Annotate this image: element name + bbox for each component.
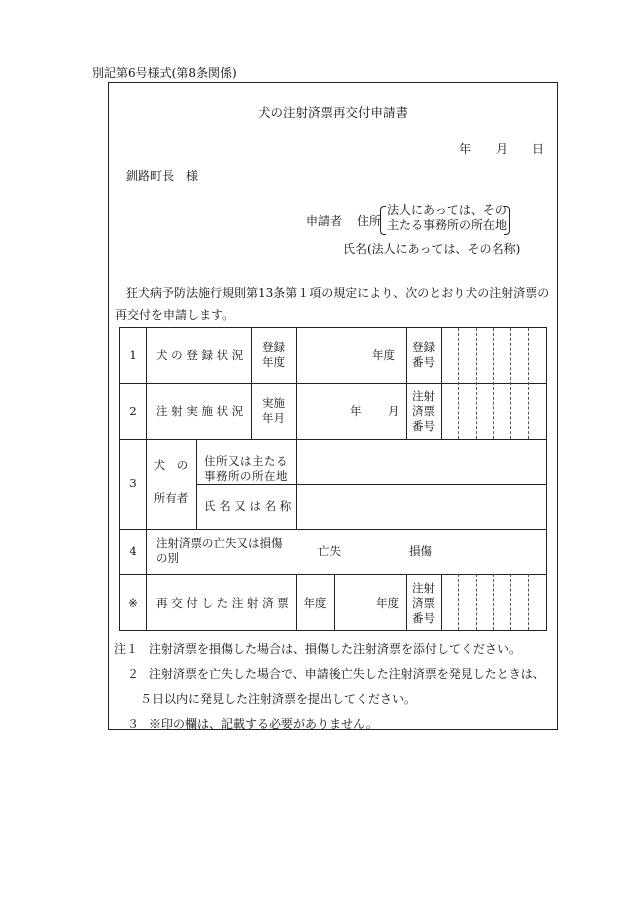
row1-value: 年度: [372, 348, 395, 362]
note-2-num: ２: [127, 667, 140, 681]
row2-sub2: 年月: [262, 411, 285, 425]
row2-no: 2: [129, 404, 137, 418]
address-note-2: 主たる事務所の所在地: [387, 218, 508, 232]
row5-reg2: 済票: [412, 596, 435, 610]
row1-reg2: 番号: [412, 355, 435, 369]
row2-year: 年: [350, 404, 362, 418]
row4-no: 4: [129, 544, 137, 558]
row2-reg3: 番号: [412, 419, 435, 433]
row3-owner2: 所有者: [153, 491, 189, 505]
body-line-2: 再交付を申請します。: [115, 308, 235, 322]
note-3-num: ３: [127, 717, 140, 731]
form-table: [119, 327, 547, 631]
note-2-continued: ５日以内に発見した注射済票を提出してください。: [140, 692, 417, 706]
row1-sub2: 年度: [262, 355, 285, 369]
row3-addr2: 事務所の所在地: [204, 469, 288, 483]
name-note: (法人にあっては、その名称): [367, 242, 521, 256]
form-title: 犬の注射済票再交付申請書: [257, 105, 408, 120]
row4-lost: 亡失: [318, 544, 341, 558]
row3-name: 氏 名 又 は 名 称: [204, 499, 292, 513]
row2-label: 注 射 実 施 状 況: [156, 404, 244, 418]
row5-reg3: 番号: [412, 611, 435, 625]
left-bracket: [380, 206, 386, 235]
form-label: 別記第6号様式(第8条関係): [92, 66, 237, 80]
row4-label1: 注射済票の亡失又は損傷: [156, 536, 283, 550]
body-line-1: 狂犬病予防法施行規則第13条第１項の規定により、次のとおり犬の注射済票の: [126, 286, 550, 300]
row1-reg1: 登録: [412, 340, 435, 354]
row3-owner1: 犬 の: [153, 458, 189, 472]
row5-reg1: 注射: [412, 581, 435, 595]
row2-reg1: 注射: [412, 389, 435, 403]
row3-addr1: 住所又は主たる: [204, 454, 288, 468]
addressee: 釧路町長 様: [126, 169, 199, 183]
row5-fiscal: 年度: [303, 596, 327, 610]
row1-sub1: 登録: [262, 340, 285, 354]
address-note-1: 法人にあっては、その: [387, 203, 507, 217]
row2-reg2: 済票: [412, 404, 435, 418]
note-2-text: 注射済票を亡失した場合で、申請後亡失した注射済票を発見したときは、: [149, 667, 545, 681]
row1-no: 1: [129, 348, 137, 362]
row4-damaged: 損傷: [409, 544, 432, 558]
row2-sub1: 実施: [262, 396, 285, 410]
note-1-num: 注１: [114, 642, 139, 656]
note-3-text: ※印の欄は、記載する必要がありません。: [149, 717, 378, 731]
name-label: 氏名: [343, 242, 368, 256]
row1-label: 犬 の 登 録 状 況: [156, 348, 244, 362]
date-year: 年: [459, 142, 472, 156]
row5-no: ※: [128, 596, 138, 610]
applicant-label: 申請者: [306, 214, 343, 228]
row2-month: 月: [388, 404, 400, 418]
row3-no: 3: [129, 476, 137, 490]
address-label: 住所: [357, 214, 382, 228]
row4-label2: の別: [156, 551, 179, 565]
date-day: 日: [532, 142, 545, 156]
row5-value: 年度: [376, 596, 399, 610]
date-month: 月: [496, 142, 509, 156]
right-bracket: [504, 206, 510, 235]
row5-label: 再 交 付 し た 注 射 済 票: [156, 596, 289, 610]
form-frame: [108, 82, 558, 730]
note-1-text: 注射済票を損傷した場合は、損傷した注射済票を添付してください。: [149, 642, 522, 656]
